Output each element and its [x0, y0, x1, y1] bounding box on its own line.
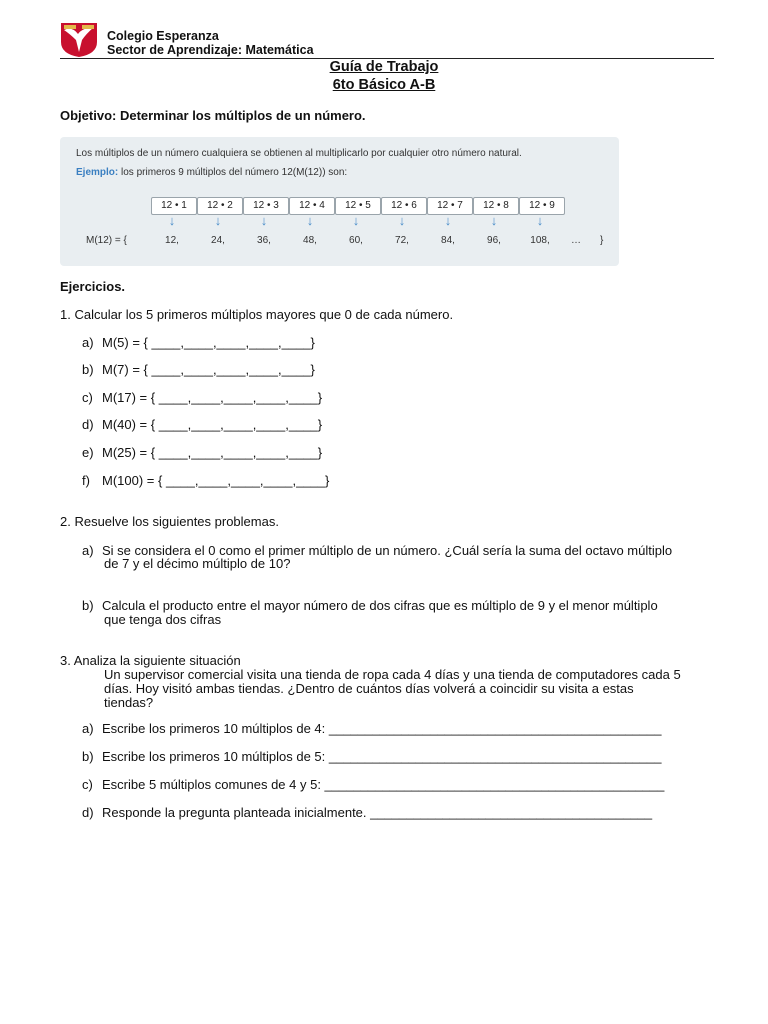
item-text: Escribe los primeros 10 múltiplos de 5: ______________________________________________	[102, 749, 662, 764]
set-close-brace: }	[600, 235, 604, 246]
item-key: a)	[82, 543, 94, 558]
item-key: f)	[82, 473, 90, 488]
worksheet-grade: 6to Básico A-B	[332, 77, 436, 93]
down-arrow-icon: ↓	[306, 213, 314, 228]
q1-item-b	[82, 362, 315, 377]
question-3: 3. Analiza la siguiente situación	[60, 653, 241, 668]
multiple-value: 36,	[257, 235, 271, 246]
q1-item-c	[82, 390, 322, 405]
example-text: los primeros 9 múltiplos del número 12(M(12)) son:	[121, 167, 348, 178]
example-line	[76, 167, 347, 178]
exercises-heading: Ejercicios.	[60, 279, 126, 294]
item-text: Escribe los primeros 10 múltiplos de 4: ______________________________________________	[102, 721, 662, 736]
item-text: M(25) = { ____,____,____,____,____}	[102, 445, 323, 460]
q3-situation-line3: tiendas?	[104, 695, 154, 710]
product-cell: 12 • 8	[473, 197, 519, 215]
down-arrow-icon: ↓	[168, 213, 176, 228]
multiple-value: 12,	[165, 235, 179, 246]
multiple-value: 48,	[303, 235, 317, 246]
down-arrow-icon: ↓	[214, 213, 222, 228]
product-cell: 12 • 3	[243, 197, 289, 215]
q2-item-a-cont: de 7 y el décimo múltiplo de 10?	[104, 556, 291, 571]
q3-item-a	[82, 721, 661, 736]
product-cell: 12 • 4	[289, 197, 335, 215]
item-text: Calcula el producto entre el mayor número de dos cifras que es múltiplo de 9 y el menor múltiplo	[102, 598, 658, 613]
q1-item-e	[82, 445, 322, 460]
item-text: Si se considera el 0 como el primer múltiplo de un número. ¿Cuál sería la suma del octavo múltiplo	[102, 543, 673, 558]
item-key: e)	[82, 445, 94, 460]
school-name: Colegio Esperanza	[107, 29, 219, 43]
item-key: c)	[82, 390, 93, 405]
product-cell: 12 • 7	[427, 197, 473, 215]
question-2: 2. Resuelve los siguientes problemas.	[60, 514, 279, 529]
multiple-value: 72,	[395, 235, 409, 246]
item-text: M(40) = { ____,____,____,____,____}	[102, 417, 323, 432]
q1-item-f	[82, 473, 329, 488]
example-label: Ejemplo:	[76, 167, 119, 178]
multiple-value: 60,	[349, 235, 363, 246]
item-text: M(100) = { ____,____,____,____,____}	[102, 473, 330, 488]
multiple-value: 84,	[441, 235, 455, 246]
item-key: b)	[82, 749, 94, 764]
ellipsis: …	[571, 235, 581, 246]
objective: Objetivo: Determinar los múltiplos de un número.	[60, 108, 366, 123]
product-cell: 12 • 1	[151, 197, 197, 215]
multiple-value: 96,	[487, 235, 501, 246]
product-cell: 12 • 5	[335, 197, 381, 215]
q1-item-d	[82, 417, 322, 432]
multiple-value: 108,	[530, 235, 550, 246]
item-text: M(5) = { ____,____,____,____,____}	[102, 335, 315, 350]
item-key: b)	[82, 362, 94, 377]
down-arrow-icon: ↓	[352, 213, 360, 228]
item-key: d)	[82, 805, 94, 820]
product-cell: 12 • 6	[381, 197, 427, 215]
item-key: b)	[82, 598, 94, 613]
example-box	[60, 137, 619, 266]
worksheet-title: Guía de Trabajo	[329, 59, 439, 75]
down-arrow-icon: ↓	[260, 213, 268, 228]
item-text: M(7) = { ____,____,____,____,____}	[102, 362, 315, 377]
down-arrow-icon: ↓	[398, 213, 406, 228]
q3-item-c	[82, 777, 664, 792]
item-key: a)	[82, 335, 94, 350]
q3-situation-line2: días. Hoy visitó ambas tiendas. ¿Dentro de cuántos días volverá a coincidir su visita a estas	[104, 681, 634, 696]
q3-item-d	[82, 805, 652, 820]
multiples-set-label: M(12) = {	[86, 235, 127, 246]
down-arrow-icon: ↓	[490, 213, 498, 228]
down-arrow-icon: ↓	[536, 213, 544, 228]
item-text: M(17) = { ____,____,____,____,____}	[102, 390, 323, 405]
school-logo	[60, 22, 98, 58]
item-key: d)	[82, 417, 94, 432]
q2-item-b	[82, 598, 658, 613]
question-1: 1. Calcular los 5 primeros múltiplos mayores que 0 de cada número.	[60, 307, 454, 322]
subject-sector: Sector de Aprendizaje: Matemática	[107, 43, 314, 57]
q3-item-b	[82, 749, 661, 764]
q3-situation-line1: Un supervisor comercial visita una tienda de ropa cada 4 días y una tienda de computadores cada 5	[104, 667, 681, 682]
item-text: Escribe 5 múltiplos comunes de 4 y 5: _______________________________________________	[102, 777, 665, 792]
example-intro: Los múltiplos de un número cualquiera se obtienen al multiplicarlo por cualquier otro número natural.	[76, 148, 522, 159]
product-cell: 12 • 2	[197, 197, 243, 215]
item-key: a)	[82, 721, 94, 736]
down-arrow-icon: ↓	[444, 213, 452, 228]
multiple-value: 24,	[211, 235, 225, 246]
item-text: Responde la pregunta planteada inicialmente. _______________________________________	[102, 805, 653, 820]
q1-item-a	[82, 335, 315, 350]
item-key: c)	[82, 777, 93, 792]
school-header	[107, 29, 314, 57]
q2-item-b-cont: que tenga dos cifras	[104, 612, 222, 627]
product-cell: 12 • 9	[519, 197, 565, 215]
